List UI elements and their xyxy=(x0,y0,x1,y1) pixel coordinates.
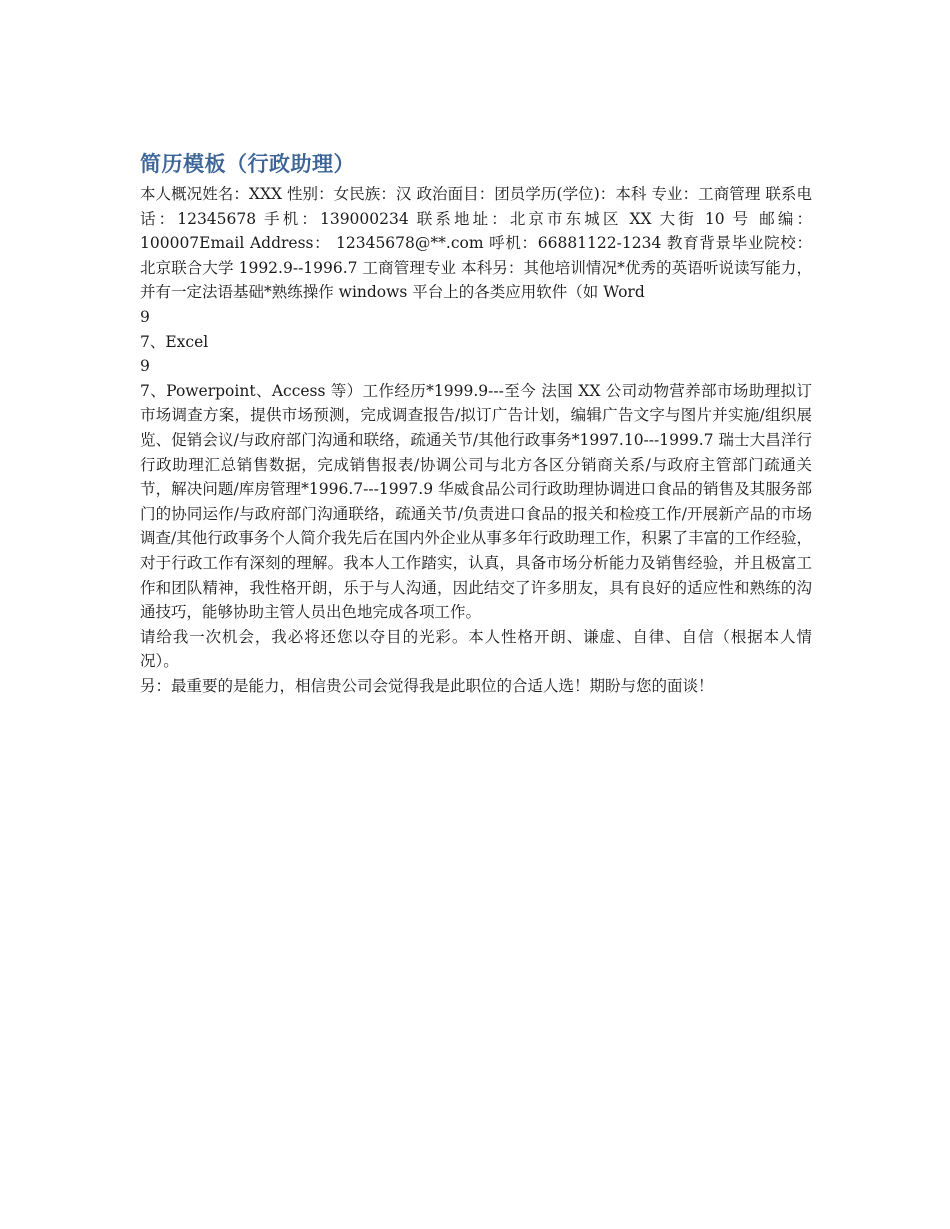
paragraph-fragment-9-a: 9 xyxy=(140,307,150,326)
paragraph-request: 请给我一次机会，我必将还您以夺目的光彩。本人性格开朗、谦虚、自律、自信（根据本人情况）。 xyxy=(140,627,812,671)
paragraph-work-experience: 7、Powerpoint、Access 等）工作经历*1999.9---至今 法国 XX 公司动物营养部市场助理拟订市场调查方案，提供市场预测，完成调查报告/拟订广告计划，编辑广告文字与图片并实施/组织展览、促销会议/与政府部门沟通和联络，疏通关节/其他行政事务*1997.10---1999.7 瑞士大昌洋行行政助理汇总销售数据，完成销售报表/协调公司与北方各区分销商关系/与政府主管部门疏通关节，解决问题/库房管理*1996.7---1997.9 华威食品公司行政助理协调进口食品的销售及其服务部门的协同运作/与政府部门沟通联络，疏通关节/负责进口食品的报关和检疫工作/开展新产品的市场调查/其他行政事务个人简介我先后在国内外企业从事多年行政助理工作，积累了丰富的工作经验，对于行政工作有深刻的理解。我本人工作踏实，认真，具备市场分析能力及销售经验，并且极富工作和团队精神，我性格开朗，乐于与人沟通，因此结交了许多朋友，具有良好的适应性和熟练的沟通技巧，能够协助主管人员出色地完成各项工作。 xyxy=(140,381,812,622)
paragraph-personal-info: 本人概况姓名：XXX 性别：女民族：汉 政治面目：团员学历(学位)：本科 专业：工商管理 联系电话：12345678 手机：139000234 联系地址：北京市东城区 XX 大街 10 号 邮编：100007Email Address： 12345678@**.com 呼机：66881122-1234 教育背景毕业院校：北京联合大学 1992.9--1996.7 工商管理专业 本科另：其他培训情况*优秀的英语听说读写能力，并有一定法语基础*熟练操作 windows 平台上的各类应用软件（如 Word xyxy=(140,185,812,302)
document-page xyxy=(140,148,812,698)
document-title: 简历模板（行政助理） xyxy=(140,152,355,176)
paragraph-closing: 另：最重要的是能力，相信贵公司会觉得我是此职位的合适人选！期盼与您的面谈！ xyxy=(140,676,714,695)
paragraph-excel: 7、Excel xyxy=(140,332,209,351)
paragraph-fragment-9-b: 9 xyxy=(140,357,150,376)
